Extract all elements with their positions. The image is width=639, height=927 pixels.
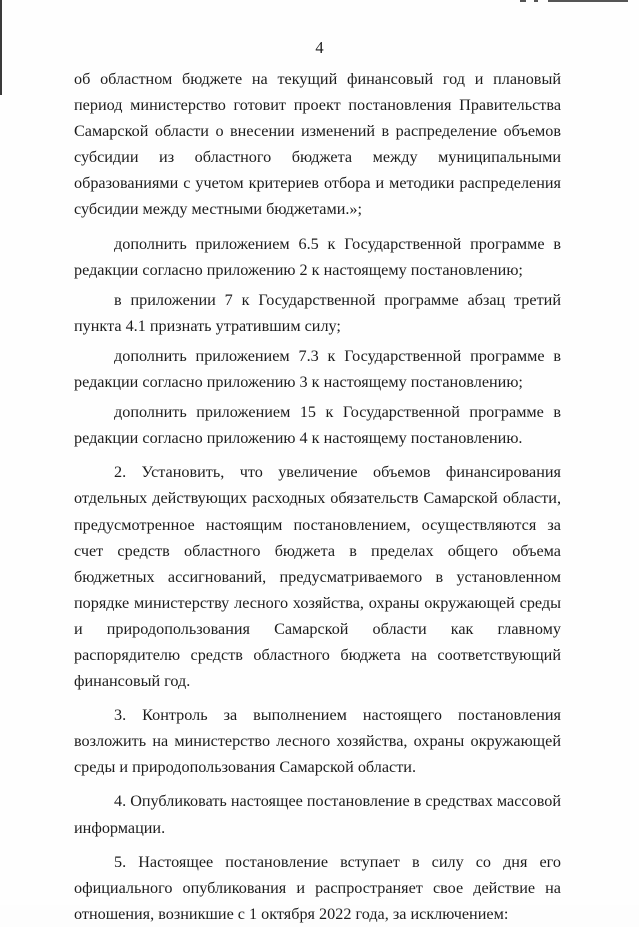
paragraph-continuation: об областном бюджете на текущий финансовый год и плановый период министерство готовит проект постановления Правительства Самарской области о внесении изменений в распределение объемов субсидии из областного бюджета между муниципальными образованиями с учетом критериев отбора и методики распределения субсидии между местными бюджетами.»; (74, 70, 561, 219)
paragraph-item-2: 2. Установить, что увеличение объемов финансирования отдельных действующих расходных обязательств Самарской области, предусмотренное настоящим постановлением, осуществляются за счет средств областного бюджета в пределах общего объема бюджетных ассигнований, предусматриваемого в установленном порядке министерству лесного хозяйства, охраны окружающей среды и природопользования Самарской области как главному распорядителю средств областного бюджета на соответствующий финансовый год. (74, 463, 561, 691)
paragraph-amendment-6-5: дополнить приложением 6.5 к Государственной программе в редакции согласно приложению 2 к настоящему постановлению; (74, 234, 561, 279)
document-body (74, 66, 561, 927)
paragraph-amendment-7: в приложении 7 к Государственной программе абзац третий пункта 4.1 признать утратившим силу; (74, 290, 561, 335)
paragraph-amendment-7-3: дополнить приложением 7.3 к Государственной программе в редакции согласно приложению 3 к настоящему постановлению; (74, 346, 561, 392)
paragraph-item-3: 3. Контроль за выполнением настоящего постановления возложить на министерство лесного хозяйства, охраны окружающей среды и природопользования Самарской области. (74, 706, 561, 777)
paragraph-item-5: 5. Настоящее постановление вступает в силу со дня его официального опубликования и распространяет свое действие на отношения, возникшие с 1 октября 2022 года, за исключением: (74, 852, 561, 923)
paragraph-item-4: 4. Опубликовать настоящее постановление в средствах массовой информации. (74, 792, 561, 837)
page-number: 4 (315, 38, 324, 57)
scan-top-marks (520, 0, 630, 2)
paragraph-amendment-15: дополнить приложением 15 к Государственной программе в редакции согласно приложению 4 к настоящему постановлению. (74, 403, 561, 448)
